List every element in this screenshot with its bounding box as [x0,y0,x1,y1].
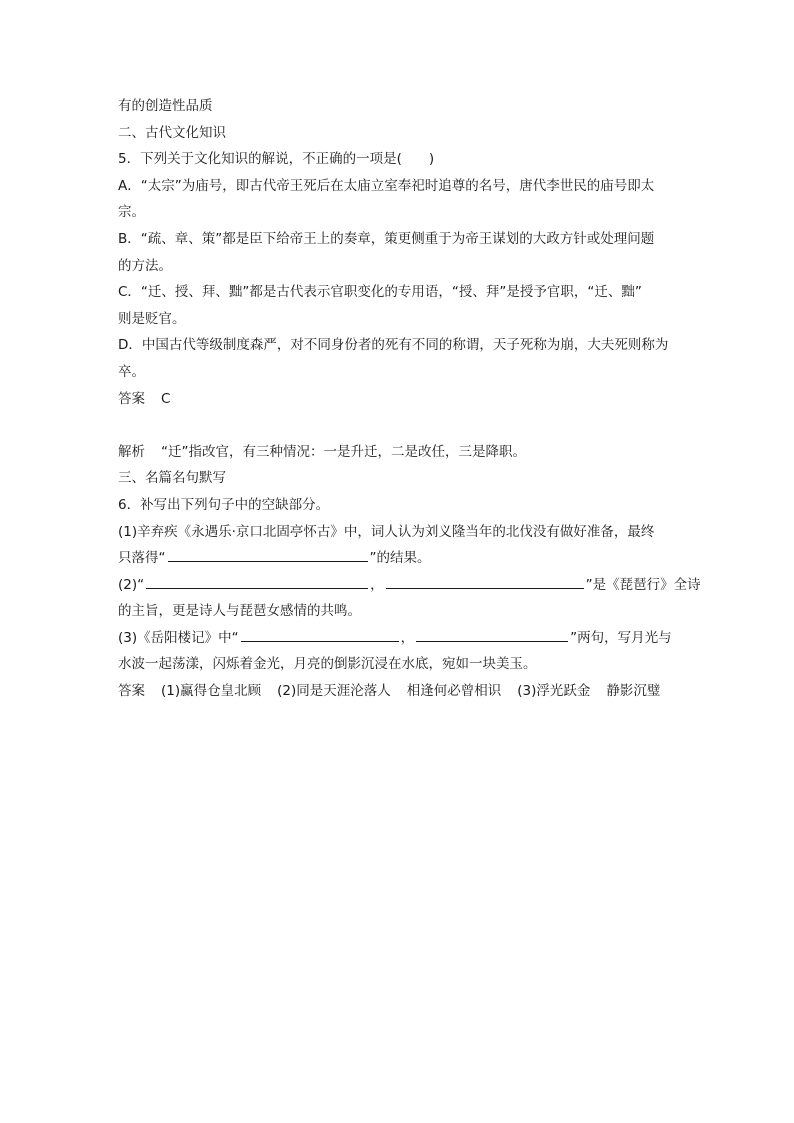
question-5-stem: 5．下列关于文化知识的解说，不正确的一项是( ) [118,151,435,168]
fill-blank [241,626,399,642]
fill-blank [386,573,584,589]
question-5-option-d-cont: 卒。 [118,363,145,380]
analysis-label: 解析 [118,443,145,460]
analysis-text: “迁”指改官，有三种情况：一是升迁，二是改任，三是降职。 [161,443,526,460]
answer-part-3a: (3)浮光跃金 [517,683,591,700]
question-6-part-1: (1)辛弃疾《永遇乐·京口北固亭怀古》中，词人认为刘义隆当年的北伐没有做好准备，最终 [118,523,655,540]
fill-blank [416,626,568,642]
question-5-option-c-cont: 则是贬官。 [118,310,186,327]
section-heading-culture: 二、古代文化知识 [118,124,226,141]
question-6-part-3-cont: 水波一起荡漾，闪烁着金光，月亮的倒影沉浸在水底，宛如一块美玉。 [118,656,537,673]
question-6-part-3 [118,625,688,652]
question-5-option-c: C．“迁、授、拜、黜”都是古代表示官职变化的专用语，“授、拜”是授予官职，“迁、黜” [118,284,642,301]
answer-label: 答案 [118,390,145,407]
text-segment: (2)“ [118,576,145,593]
text-segment: 只落得“ [118,550,166,567]
question-6-part-2-cont: 的主旨，更是诗人与琵琶女感情的共鸣。 [118,603,361,620]
question-5-option-b: B．“疏、章、策”都是臣下给帝王上的奏章，策更侧重于为帝王谋划的大政方针或处理问题 [118,230,655,247]
fill-blank [146,573,368,589]
answer-part-3b: 静影沉璧 [606,683,661,700]
question-6-part-2 [118,572,701,599]
section-heading-recitation: 三、名篇名句默写 [118,470,226,487]
text-segment: ”两句，写月光与 [570,629,672,646]
question-5-analysis [118,439,688,466]
answer-label: 答案 [118,683,145,700]
answer-value: C [161,390,171,407]
question-5-answer [118,386,688,413]
text-segment: ”是《琵琶行》全诗 [585,576,701,593]
answer-part-2b: 相逢何必曾相识 [406,683,502,700]
question-5-option-a-cont: 宗。 [118,204,145,221]
question-5-option-b-cont: 的方法。 [118,257,172,274]
fill-blank [168,546,368,562]
question-5-option-a: A．“太宗”为庙号，即古代帝王死后在太庙立室奉祀时追尊的名号，唐代李世民的庙号即太 [118,177,655,194]
intro-fragment: 有的创造性品质 [118,98,213,114]
question-6-part-1-cont [118,545,688,572]
question-6-answer [118,678,688,705]
question-5-option-d: D．中国古代等级制度森严，对不同身份者的死有不同的称谓，天子死称为崩，大夫死则称为 [118,337,669,354]
text-segment: ”的结果。 [369,550,431,567]
text-segment: ， [400,629,415,646]
question-6-stem: 6．补写出下列句子中的空缺部分。 [118,496,330,513]
spacer [118,412,688,439]
answer-part-1: (1)赢得仓皇北顾 [161,683,262,700]
text-segment: ， [370,576,384,593]
answer-part-2a: (2)同是天涯沦落人 [277,683,391,700]
text-segment: (3)《岳阳楼记》中“ [118,629,239,646]
document-page [118,93,701,705]
